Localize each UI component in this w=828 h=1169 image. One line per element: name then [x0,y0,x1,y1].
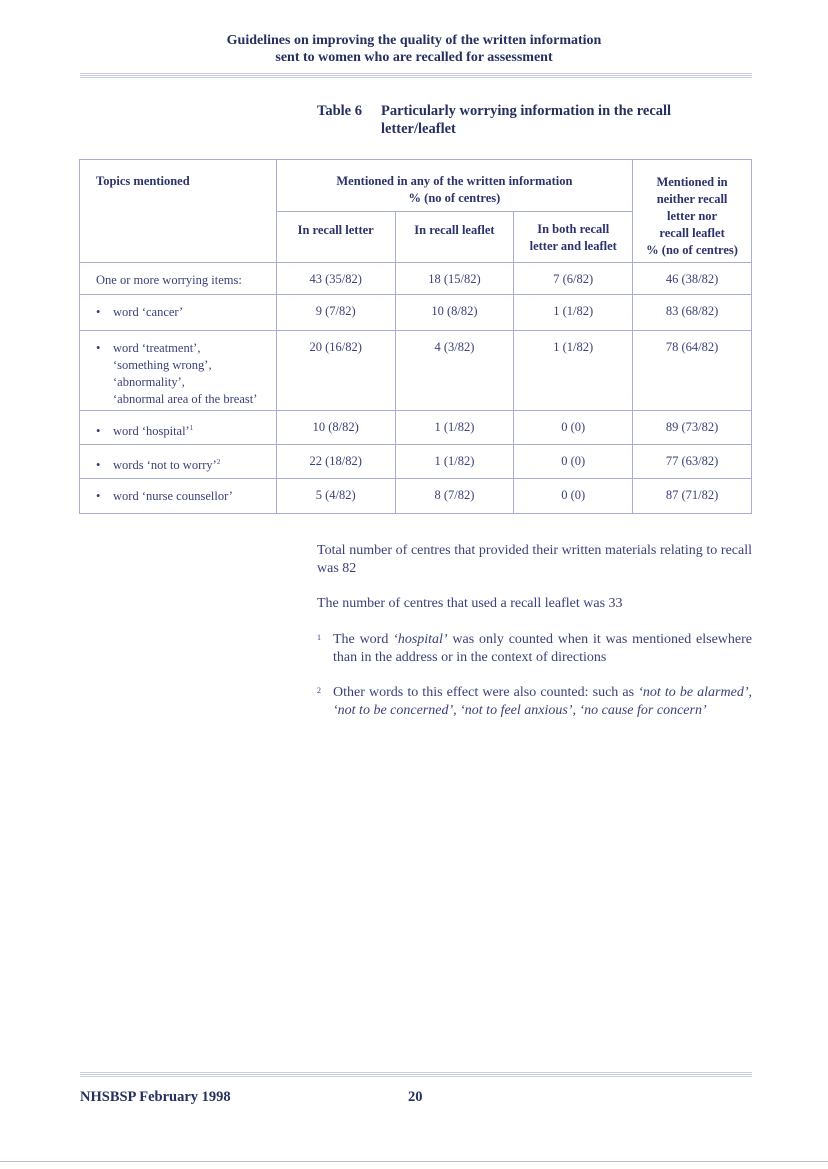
table-row [80,445,752,479]
cell-leaflet: 1 (1/82) [395,445,514,479]
row-topic-line1: word ‘treatment’, [113,341,201,355]
header-neither-line3: letter nor [667,209,718,223]
row-topic [80,411,277,445]
header-in-recall-letter: In recall letter [276,212,395,263]
cell-letter: 22 (18/82) [276,445,395,479]
worrying-info-table [79,159,752,514]
bullet: • [96,458,101,472]
cell-neither: 87 (71/82) [633,479,752,514]
footnote-marker: 1 [189,424,194,432]
footer-publication: NHSBSP February 1998 [80,1089,231,1105]
header-in-both-line1: In both recall [537,222,610,236]
cell-both: 1 (1/82) [514,331,633,411]
row-topic: One or more worrying items: [80,263,277,295]
cell-neither: 77 (63/82) [633,445,752,479]
header-line-1: Guidelines on improving the quality of the written information [226,33,602,48]
header-in-both [514,212,633,263]
footnote-2 [317,684,752,720]
footnote-2-pre: Other words to this effect were also counted: such as [333,685,639,700]
header-mentioned-any-line1: Mentioned in any of the written information [336,174,573,188]
cell-both: 0 (0) [514,479,633,514]
footnote-1-marker: 1 [317,633,321,642]
header-mentioned-any [276,160,632,212]
row-topic-text: word ‘hospital’ [113,424,190,438]
cell-leaflet: 18 (15/82) [395,263,514,295]
table-row [80,263,752,295]
footnote-marker: 2 [216,458,221,466]
table-title: Particularly worrying information in the recall letter/leaflet [381,103,672,137]
cell-neither: 46 (38/82) [633,263,752,295]
header-rule [80,72,752,78]
header-topics: Topics mentioned [80,160,277,263]
row-topic-line2: ‘something wrong’, [113,358,212,372]
row-topic-line4: ‘abnormal area of the breast’ [113,392,258,406]
footnote-2-marker: 2 [317,686,321,695]
cell-both: 7 (6/82) [514,263,633,295]
footnote-1 [317,631,752,667]
header-neither-line2: neither recall [656,192,728,206]
bullet: • [96,424,101,438]
row-topic-text: word ‘cancer’ [113,305,184,319]
note-leaflet-centres: The number of centres that used a recall leaflet was 33 [317,596,623,611]
cell-leaflet: 1 (1/82) [395,411,514,445]
cell-letter: 9 (7/82) [276,295,395,331]
header-neither-line5: % (no of centres) [646,243,738,257]
cell-neither: 83 (68/82) [633,295,752,331]
footnote-2-italic: ‘not to be alarmed’, ‘not to be concerned’, ‘not to feel anxious’, ‘no cause for concern’ [333,685,752,718]
bullet: • [96,305,101,319]
row-topic-text: words ‘not to worry’ [113,458,217,472]
footnote-1-italic: ‘hospital’ [393,632,448,647]
table-number: Table 6 [317,103,362,119]
cell-letter: 43 (35/82) [276,263,395,295]
footer-rule [80,1071,752,1077]
header-in-both-line2: letter and leaflet [529,239,617,253]
page-number: 20 [408,1089,423,1105]
header-mentioned-any-line2: % (no of centres) [408,191,501,205]
table-row [80,479,752,514]
footnote-1-pre: The word [333,632,394,647]
cell-both: 1 (1/82) [514,295,633,331]
note-total-centres: Total number of centres that provided their written materials relating to recall was 82 [317,543,752,576]
table-row [80,411,752,445]
bullet: • [96,341,101,355]
cell-letter: 20 (16/82) [276,331,395,411]
header-neither [633,160,752,263]
scan-edge-line [0,1161,828,1162]
footnote-1-post: was only counted when it was mentioned elsewhere than in the address or in the context of directions [333,632,752,665]
cell-leaflet: 10 (8/82) [395,295,514,331]
row-topic [80,445,277,479]
cell-leaflet: 4 (3/82) [395,331,514,411]
row-topic [80,479,277,514]
cell-letter: 5 (4/82) [276,479,395,514]
header-in-recall-leaflet: In recall leaflet [395,212,514,263]
header-line-2: sent to women who are recalled for assessment [275,50,553,65]
cell-leaflet: 8 (7/82) [395,479,514,514]
header-neither-line4: recall leaflet [659,226,725,240]
row-topic [80,331,277,411]
row-topic-line3: ‘abnormality’, [113,375,185,389]
header-neither-line1: Mentioned in [656,175,728,189]
row-topic [80,295,277,331]
cell-neither: 89 (73/82) [633,411,752,445]
cell-neither: 78 (64/82) [633,331,752,411]
cell-letter: 10 (8/82) [276,411,395,445]
table-row [80,295,752,331]
bullet: • [96,489,101,503]
cell-both: 0 (0) [514,445,633,479]
table-row [80,331,752,411]
row-topic-text: word ‘nurse counsellor’ [113,489,233,503]
cell-both: 0 (0) [514,411,633,445]
